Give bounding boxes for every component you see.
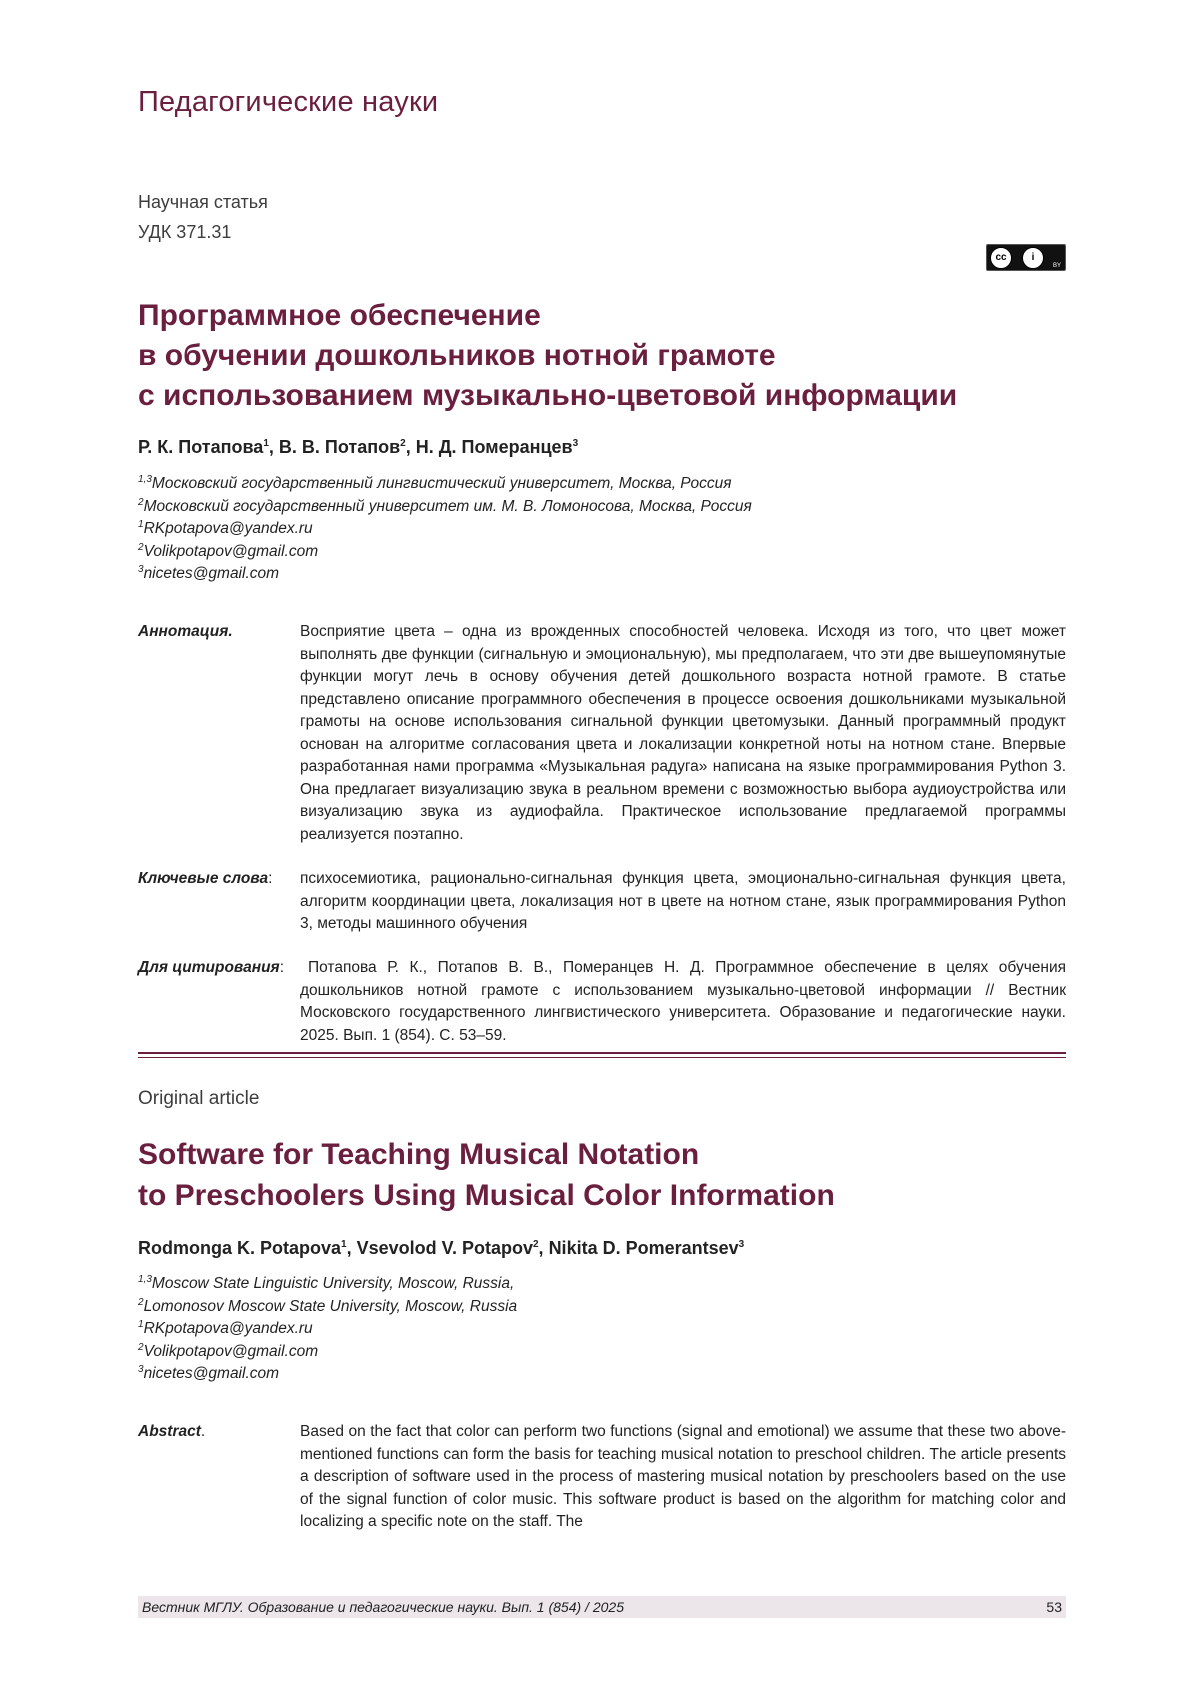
footer-journal: Вестник МГЛУ. Образование и педагогические науки. Вып. 1 (854) / 2025 (142, 1599, 624, 1615)
title-en-line-2: to Preschoolers Using Musical Color Information (138, 1175, 1068, 1216)
author-sup: 2 (400, 438, 406, 449)
cc-icon: cc (990, 247, 1012, 269)
abstract-en-text: Based on the fact that color can perform two functions (signal and emotional) we assume that these two above-mentioned functions can form the basis for teaching musical notation to preschool children. The article presents a description of software used in the process of mastering musical notation by preschoolers based on the use of the signal function of color music. This software product is based on the algorithm for matching color and localizing a specific note on the staff. The (300, 1421, 1066, 1534)
article-title-en (138, 1134, 1068, 1216)
affiliation-sup: 1 (138, 519, 144, 530)
title-ru-line-3: с использованием музыкально-цветовой информации (138, 376, 1068, 416)
author-separator: , (406, 437, 416, 457)
affiliation-sup: 2 (138, 1341, 144, 1352)
author-name: Nikita D. Pomerantsev (549, 1238, 739, 1258)
section-heading: Педагогические науки (138, 86, 438, 119)
abstract-label-text: Abstract (138, 1423, 201, 1440)
author-separator: , (269, 437, 279, 457)
abstract-ru-text: Восприятие цвета – одна из врожденных способностей человека. Исходя из того, что цвет может выполнять две функции (сигнальную и эмоциональную), мы предполагаем, что эти две вышеупомянутые функции могут лечь в основу обучения детей дошкольного возраста нотной грамоте. В статье представлено описание программного обеспечения в процессе освоения дошкольниками музыкальной грамоты на основе использования сигнальной функции цветомузыки. Данный программный продукт основан на алгоритме согласования цвета и локализации конкретной ноты на нотном стане. Впервые разработанная нами программа «Музыкальная радуга» написана на языке программирования Python 3. Она предлагает визуализацию звука в реальном времени с возможностью выбора аудиоустройства или визуализацию звука из аудиофайла. Практическое использование предлагаемой программы реализуется поэтапно. (300, 621, 1066, 846)
affiliation-sup: 1,3 (138, 474, 152, 485)
affiliation-text: Московский государственный лингвистический университет, Москва, Россия (152, 475, 732, 492)
email-link[interactable]: RKpotapova@yandex.ru (144, 1320, 313, 1337)
citation-label-text: Для цитирования (138, 959, 280, 976)
affiliation-sup: 1,3 (138, 1274, 152, 1285)
email-line (138, 541, 752, 564)
author-sup: 3 (739, 1239, 745, 1250)
article-title-ru (138, 296, 1068, 416)
affiliation-sup: 3 (138, 1364, 144, 1375)
abstract-ru-label: Аннотация. (138, 623, 233, 641)
article-type-en: Original article (138, 1088, 259, 1110)
affiliation-line (138, 1273, 517, 1296)
email-link[interactable]: Volikpotapov@gmail.com (144, 1343, 319, 1360)
affiliation-sup: 2 (138, 1296, 144, 1307)
keywords-label-text: Ключевые слова (138, 870, 268, 887)
author-sup: 1 (341, 1239, 347, 1250)
page-number: 53 (1046, 1599, 1062, 1615)
authors-en (138, 1238, 744, 1259)
title-en-line-1: Software for Teaching Musical Notation (138, 1134, 1068, 1175)
affiliation-text: Moscow State Linguistic University, Moscow, Russia, (152, 1275, 514, 1292)
affiliation-line (138, 496, 752, 519)
title-ru-line-1: Программное обеспечение (138, 296, 1068, 336)
keywords-colon: : (268, 870, 272, 887)
author-sup: 1 (263, 438, 269, 449)
authors-ru (138, 437, 578, 458)
affiliations-ru (138, 473, 752, 586)
affiliation-sup: 2 (138, 541, 144, 552)
email-link[interactable]: nicetes@gmail.com (144, 565, 279, 582)
affiliation-line (138, 1296, 517, 1319)
email-line (138, 518, 752, 541)
email-link[interactable]: Volikpotapov@gmail.com (144, 543, 319, 560)
page-footer (138, 1596, 1066, 1618)
keywords-ru-label (138, 870, 272, 888)
affiliation-text: Московский государственный университет им. М. В. Ломоносова, Москва, Россия (144, 498, 752, 515)
author-separator: , (347, 1238, 357, 1258)
affiliation-line (138, 473, 752, 496)
article-type-ru: Научная статья (138, 192, 268, 213)
abstract-en-label (138, 1423, 205, 1441)
citation-ru-label (138, 959, 284, 977)
affiliation-sup: 3 (138, 564, 144, 575)
cc-by-license-badge[interactable] (986, 244, 1066, 271)
keywords-ru-text: психосемиотика, рационально-сигнальная функция цвета, эмоционально-сигнальная функция цвета, алгоритм координации цвета, локализация нот в цвете на нотном стане, язык программирования Python 3, методы машинного обучения (300, 868, 1066, 936)
email-line (138, 1363, 517, 1386)
affiliation-text: Lomonosov Moscow State University, Moscow, Russia (144, 1298, 518, 1315)
section-divider (138, 1052, 1066, 1054)
affiliations-en (138, 1273, 517, 1386)
author-name: Rodmonga K. Potapova (138, 1238, 341, 1258)
email-link[interactable]: RKpotapova@yandex.ru (144, 520, 313, 537)
citation-ru-text: Потапова Р. К., Потапов В. В., Померанцев Н. Д. Программное обеспечение в целях обучения дошкольников нотной грамоте с использованием музыкально-цветовой информации // Вестник Московского государственного лингвистического университета. Образование и педагогические науки. 2025. Вып. 1 (854). С. 53–59. (300, 957, 1066, 1047)
abstract-dot: . (201, 1423, 205, 1440)
email-link[interactable]: nicetes@gmail.com (144, 1365, 279, 1382)
udc-code: УДК 371.31 (138, 222, 231, 243)
section-divider-thin (138, 1057, 1066, 1058)
citation-colon: : (280, 959, 284, 976)
author-name: Н. Д. Померанцев (416, 437, 573, 457)
email-line (138, 563, 752, 586)
attribution-icon: i (1022, 247, 1044, 269)
author-separator: , (539, 1238, 549, 1258)
affiliation-sup: 1 (138, 1319, 144, 1330)
author-name: Vsevolod V. Potapov (357, 1238, 533, 1258)
author-name: В. В. Потапов (279, 437, 400, 457)
email-line (138, 1341, 517, 1364)
author-sup: 3 (573, 438, 579, 449)
author-name: Р. К. Потапова (138, 437, 263, 457)
affiliation-sup: 2 (138, 496, 144, 507)
author-sup: 2 (533, 1239, 539, 1250)
by-label: BY (1053, 263, 1061, 269)
email-line (138, 1318, 517, 1341)
title-ru-line-2: в обучении дошкольников нотной грамоте (138, 336, 1068, 376)
